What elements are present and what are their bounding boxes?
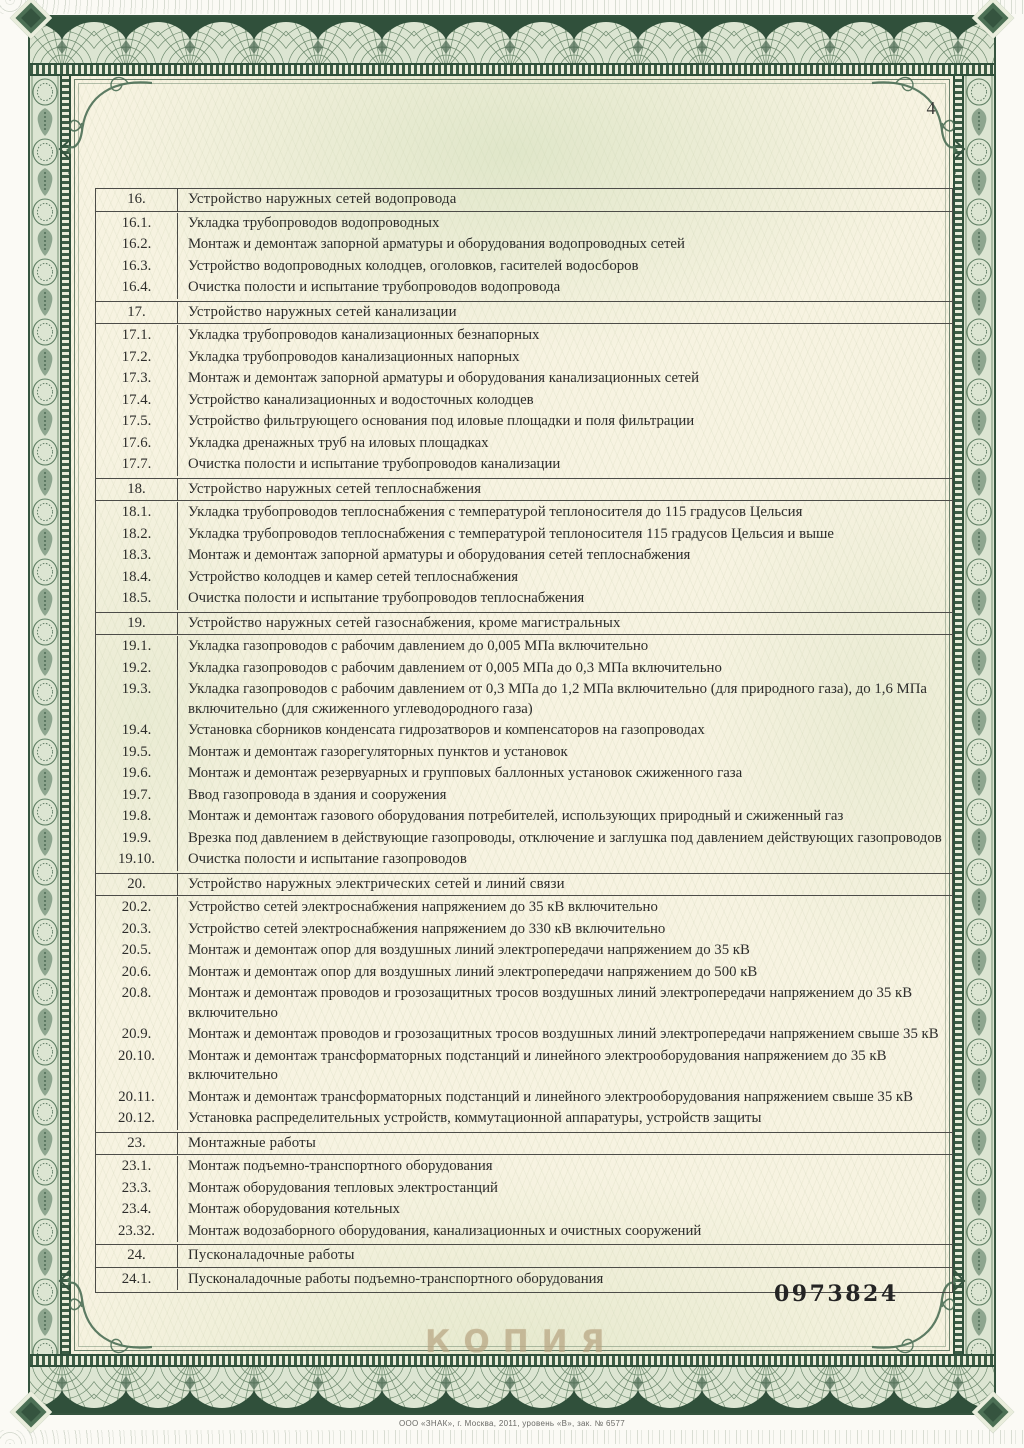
row-text: Монтаж водозаборного оборудования, канализационных и очистных сооружений [188, 1222, 702, 1239]
row-number: 19.8. [96, 806, 178, 828]
row-text: Монтаж и демонтаж опор для воздушных линий электропередачи напряжением до 35 кВ [188, 942, 750, 958]
row-text: Укладка газопроводов с рабочим давлением от 0,005 МПа до 0,3 МПа включительно [188, 659, 722, 676]
row-text: Монтаж и демонтаж газового оборудования потребителей, использующих природный и сжиженный газ [188, 808, 844, 824]
row-text: Монтаж и демонтаж трансформаторных подстанций и линейного электрооборудования напряжением до 35 кВ включительно [188, 1047, 887, 1083]
row-text: Устройство сетей электроснабжения напряжением до 35 кВ включительно [188, 899, 658, 915]
row-text: Монтаж и демонтаж резервуарных и групповых баллонных установок сжиженного газа [188, 765, 743, 781]
section-items [96, 324, 952, 478]
row-number: 20.6. [96, 962, 178, 984]
row-text: Монтаж и демонтаж запорной арматуры и оборудования канализационных сетей [188, 370, 700, 386]
row-text: Устройство колодцев и камер сетей теплоснабжения [188, 568, 519, 585]
row-text: Устройство наружных сетей водопровода [188, 191, 457, 207]
row-number: 19.6. [96, 763, 178, 785]
row-text: Устройство канализационных и водосточных колодцев [188, 391, 534, 408]
row-number: 20.9. [96, 1024, 178, 1046]
table-row [96, 545, 952, 567]
section-header-row [96, 1244, 952, 1268]
row-number: 23.1. [96, 1156, 178, 1178]
section-items [96, 1155, 952, 1244]
table-row [96, 679, 952, 720]
row-text: Монтаж и демонтаж трансформаторных подстанций и линейного электрооборудования напряжением свыше 35 кВ [188, 1088, 913, 1105]
section-items [96, 501, 952, 612]
table-row [96, 234, 952, 256]
row-number: 16.2. [96, 234, 178, 256]
row-number: 23.3. [96, 1178, 178, 1200]
row-text: Врезка под давлением в действующие газопроводы, отключение и заглушка под давлением действующих газопроводов [188, 829, 942, 846]
works-table [95, 188, 953, 1293]
row-text: Устройство фильтрующего основания под иловые площадки и поля фильтрации [188, 413, 695, 429]
row-text: Монтаж и демонтаж газорегуляторных пунктов и установок [188, 743, 568, 760]
row-number: 19.7. [96, 785, 178, 807]
row-text: Укладка дренажных труб на иловых площадках [188, 434, 489, 451]
page-edge-pattern-bottom [0, 1430, 1024, 1444]
row-text: Ввод газопровода в здания и сооружения [188, 786, 447, 803]
row-number: 19.10. [96, 849, 178, 871]
row-number: 24. [96, 1245, 178, 1267]
section-items [96, 635, 952, 873]
row-number: 20.2. [96, 897, 178, 919]
table-row [96, 277, 952, 299]
row-number: 17.6. [96, 433, 178, 455]
row-number: 19.5. [96, 742, 178, 764]
table-row [96, 325, 952, 347]
printer-imprint-line: ООО «ЗНАК», г. Москва, 2011, уровень «В», зак. № 6577 [398, 1419, 626, 1428]
section-header-row [96, 873, 952, 897]
frame-band-top-ornament [30, 17, 994, 63]
row-number: 18.2. [96, 524, 178, 546]
table-row [96, 962, 952, 984]
table-row [96, 502, 952, 524]
section-header-row [96, 478, 952, 502]
row-number: 20.3. [96, 919, 178, 941]
row-number: 17.5. [96, 411, 178, 433]
section-items [96, 212, 952, 301]
row-number: 19.4. [96, 720, 178, 742]
row-number: 19.3. [96, 679, 178, 720]
table-row [96, 983, 952, 1024]
row-text: Очистка полости и испытание газопроводов [188, 851, 467, 867]
row-number: 20. [96, 874, 178, 896]
row-text: Укладка трубопроводов теплоснабжения с температурой теплоносителя до 115 градусов Цельсия [188, 504, 803, 520]
table-row [96, 411, 952, 433]
section-header-row [96, 301, 952, 325]
table-row [96, 720, 952, 742]
table-row [96, 919, 952, 941]
row-number: 18.3. [96, 545, 178, 567]
table-row [96, 636, 952, 658]
table-row [96, 213, 952, 235]
table-row [96, 897, 952, 919]
row-text: Устройство наружных сетей теплоснабжения [188, 480, 482, 497]
row-text: Устройство водопроводных колодцев, оголовков, гасителей водосборов [188, 257, 639, 274]
section-header-row [96, 189, 952, 212]
table-row [96, 1156, 952, 1178]
row-number: 19. [96, 613, 178, 635]
serial-number: 0973824 [774, 1281, 899, 1307]
table-row [96, 390, 952, 412]
frame-band-left-ornament [30, 76, 60, 1354]
row-text: Укладка трубопроводов водопроводных [188, 214, 440, 231]
table-row [96, 828, 952, 850]
row-number: 17.7. [96, 454, 178, 476]
row-text: Пусконаладочные работы подъемно-транспортного оборудования [188, 1270, 604, 1287]
table-row [96, 433, 952, 455]
row-text: Очистка полости и испытание трубопроводов водопровода [188, 279, 561, 295]
row-text: Укладка газопроводов с рабочим давлением до 0,005 МПа включительно [188, 638, 649, 654]
section-header-row [96, 612, 952, 636]
row-text: Монтаж и демонтаж запорной арматуры и оборудования сетей теплоснабжения [188, 547, 691, 563]
row-text: Устройство сетей электроснабжения напряжением до 330 кВ включительно [188, 920, 666, 937]
row-text: Монтажные работы [188, 1134, 316, 1151]
row-number: 20.5. [96, 940, 178, 962]
row-number: 16.3. [96, 256, 178, 278]
row-number: 20.12. [96, 1108, 178, 1130]
table-row [96, 785, 952, 807]
section-header-row [96, 1132, 952, 1156]
frame-band-right-ornament [964, 76, 994, 1354]
row-number: 16. [96, 189, 178, 211]
row-number: 17.3. [96, 368, 178, 390]
section-items [96, 896, 952, 1132]
frame-band-bottom-ornament [30, 1367, 994, 1413]
row-text: Установка распределительных устройств, коммутационной аппаратуры, устройств защиты [188, 1110, 762, 1126]
page-number: 4 [926, 98, 936, 118]
row-number: 20.11. [96, 1087, 178, 1109]
table-row [96, 658, 952, 680]
row-text: Установка сборников конденсата гидрозатворов и компенсаторов на газопроводах [188, 722, 705, 738]
frame-chain-rule-left [60, 76, 71, 1354]
row-text: Монтаж и демонтаж опор для воздушных линий электропередачи напряжением до 500 кВ [188, 963, 758, 980]
row-text: Укладка трубопроводов канализационных напорных [188, 348, 520, 365]
row-number: 18.4. [96, 567, 178, 589]
table-row [96, 1024, 952, 1046]
table-row [96, 763, 952, 785]
row-text: Пусконаладочные работы [188, 1247, 355, 1263]
row-number: 20.8. [96, 983, 178, 1024]
table-row [96, 1087, 952, 1109]
frame-chain-rule-right [953, 76, 964, 1354]
frame-chain-rule-top [30, 63, 994, 76]
row-number: 23.32. [96, 1221, 178, 1243]
row-number: 17.2. [96, 347, 178, 369]
row-text: Монтаж и демонтаж проводов и грозозащитных тросов воздушных линий электропередачи напряжением свыше 35 кВ [188, 1026, 939, 1042]
row-number: 23.4. [96, 1199, 178, 1221]
row-number: 18.1. [96, 502, 178, 524]
row-number: 16.4. [96, 277, 178, 299]
row-text: Укладка трубопроводов теплоснабжения с температурой теплоносителя 115 градусов Цельсия и выше [188, 525, 834, 542]
row-number: 18. [96, 479, 178, 501]
row-number: 17.4. [96, 390, 178, 412]
row-text: Устройство наружных сетей канализации [188, 303, 457, 320]
table-row [96, 454, 952, 476]
row-number: 18.5. [96, 588, 178, 610]
row-number: 19.9. [96, 828, 178, 850]
row-number: 16.1. [96, 213, 178, 235]
table-row [96, 567, 952, 589]
table-row [96, 1178, 952, 1200]
table-row [96, 742, 952, 764]
row-text: Укладка газопроводов с рабочим давлением от 0,3 МПа до 1,2 МПа включительно (для природного газа), до 1,6 МПа включительно (для сжиженного углеводородного газа) [188, 681, 927, 717]
table-row [96, 524, 952, 546]
table-row [96, 347, 952, 369]
table-row [96, 806, 952, 828]
table-row [96, 256, 952, 278]
row-text: Монтаж оборудования котельных [188, 1201, 400, 1217]
table-row [96, 368, 952, 390]
row-text: Очистка полости и испытание трубопроводов теплоснабжения [188, 590, 585, 606]
row-number: 23. [96, 1133, 178, 1155]
row-text: Монтаж и демонтаж запорной арматуры и оборудования водопроводных сетей [188, 236, 685, 252]
table-row [96, 1046, 952, 1087]
row-text: Монтаж и демонтаж проводов и грозозащитных тросов воздушных линий электропередачи напряжением до 35 кВ включительно [188, 985, 913, 1021]
row-number: 19.2. [96, 658, 178, 680]
row-text: Устройство наружных электрических сетей и линий связи [188, 875, 565, 892]
table-row [96, 1108, 952, 1130]
table-row [96, 1199, 952, 1221]
table-row [96, 849, 952, 871]
copy-watermark: КОПИЯ [425, 1324, 618, 1360]
page-edge-pattern-top [0, 0, 1024, 14]
row-number: 17. [96, 302, 178, 324]
row-number: 19.1. [96, 636, 178, 658]
table-row [96, 940, 952, 962]
table-row [96, 588, 952, 610]
table-row [96, 1221, 952, 1243]
row-number: 20.10. [96, 1046, 178, 1087]
row-number: 24.1. [96, 1269, 178, 1291]
row-text: Устройство наружных сетей газоснабжения, кроме магистральных [188, 614, 621, 631]
row-text: Монтаж оборудования тепловых электростанций [188, 1179, 498, 1196]
row-text: Укладка трубопроводов канализационных безнапорных [188, 327, 540, 343]
row-text: Монтаж подъемно-транспортного оборудования [188, 1158, 493, 1174]
row-text: Очистка полости и испытание трубопроводов канализации [188, 456, 561, 472]
row-number: 17.1. [96, 325, 178, 347]
